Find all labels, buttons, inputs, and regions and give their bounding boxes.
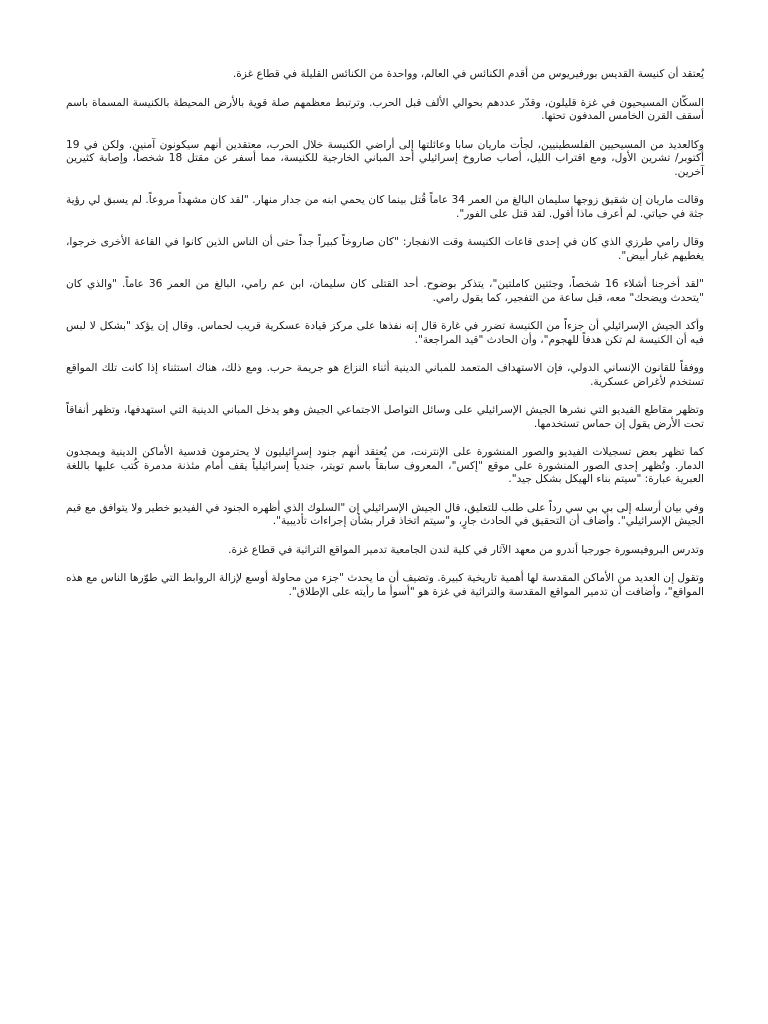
paragraph: ووفقاً للقانون الإنساني الدولي، فإن الاستهداف المتعمد للمباني الدينية أثناء النزاع هو جريمة حرب. ومع ذلك، هناك استثناء إذا كانت تلك المواقع تستخدم لأغراض عسكرية.: [66, 362, 704, 388]
paragraph: "لقد أخرجنا أشلاء 16 شخصاً، وجثتين كاملتين"، يتذكر بوضوح. أحد القتلى كان سليمان، ابن عم رامي، البالغ من العمر 36 عاماً. "والذي كان "يتحدث ويضحك" معه، قبل ساعة من التفجير، كما يقول رامي.: [66, 278, 705, 304]
paragraph: وقالت ماريان إن شقيق زوجها سليمان البالغ من العمر 34 عاماً قُتل بينما كان يحمي ابنه من جدار منهار. "لقد كان مشهداً مروعاً. لم يسبق لي رؤية جثة في حياتي. لم أعرف ماذا أقول. لقد قتل على الفور".: [66, 194, 704, 220]
paragraph: وفي بيان أرسله إلى بي بي سي رداً على طلب للتعليق، قال الجيش الإسرائيلي إن "السلوك الذي أظهره الجنود في الفيديو خطير ولا يتوافق مع قيم الجيش الإسرائيلي". وأضاف أن التحقيق في الحادث جارٍ، و"سيتم اتخاذ قرار بشأن إجراءات تأديبية".: [66, 501, 704, 527]
paragraph: وتقول إن العديد من الأماكن المقدسة لها أهمية تاريخية كبيرة. وتضيف أن ما يحدث "جزء من محاولة أوسع لإزالة الروابط التي طوّرها الناس مع هذه المواقع"، وأضافت أن تدمير المواقع المقدسة والتراثية في غزة هو "أسوأ ما رأيته على الإطلاق".: [66, 572, 704, 598]
paragraph: السكّان المسيحيون في غزة قليلون، وقدّر عددهم بحوالي الألف قبل الحرب. وترتبط معظمهم صلة قوية بالأرض المحيطة بالكنيسة المسماة باسم أسقف القرن الخامس المدفون تحتها.: [66, 96, 704, 122]
paragraph: وتدرس البروفيسورة جورجيا أندرو من معهد الآثار في كلية لندن الجامعية تدمير المواقع التراثية في قطاع غزة.: [228, 543, 704, 556]
paragraph: يُعتقد أن كنيسة القديس بورفيريوس من أقدم الكنائس في العالم، وواحدة من الكنائس القليلة في قطاع غزة.: [232, 68, 704, 80]
paragraph: وكالعديد من المسيحيين الفلسطينيين، لجأت ماريان سابا وعائلتها إلى أراضي الكنيسة خلال الحرب، معتقدين أنهم سيكونون آمنين. ولكن في 19 أكتوبر/ تشرين الأول، ومع اقتراب الليل، أصاب صاروخ إسرائيلي أحد المباني الخارجية للكنيسة، مما أسفر عن مقتل 18 شخصاً، وإصابة كثيرين آخرين.: [66, 138, 704, 178]
paragraph: وتظهر مقاطع الفيديو التي نشرها الجيش الإسرائيلي على وسائل التواصل الاجتماعي الجيش وهو يدخل المباني الدينية التي استهدفها، وتظهر أنفاقاً تحت الأرض يقول إن حماس تستخدمها.: [66, 404, 704, 430]
paragraph: وأكد الجيش الإسرائيلي أن جزءاً من الكنيسة تضرر في غارة قال إنه نفذها على مركز قيادة عسكرية قريب لحماس. وقال إن يؤكد "بشكل لا لبس فيه أن الكنيسة لم تكن هدفاً للهجوم"، وأن الحادث "قيد المراجعة".: [66, 320, 704, 346]
paragraph: وقال رامي طرزي الذي كان في إحدى قاعات الكنيسة وقت الانفجار: "كان صاروخاً كبيراً جداً حتى أن الناس الذين كانوا في القاعة الأخرى خرجوا، يغطيهم غبار أبيض".: [66, 236, 704, 262]
paragraph: كما تظهر بعض تسجيلات الفيديو والصور المنشورة على الإنترنت، من يُعتقد أنهم جنود إسرائيليون لا يحترمون قدسية الأماكن الدينية ويمجدون الدمار. وتُظهر إحدى الصور المنشورة على موقع "إكس"، المعروف سابقاً باسم تويتر، جندياً إسرائيلياً يقف أمام مئذنة مدمرة كُتب عليها باللغة العبرية عبارة: "سيتم بناء الهيكل بشكل جيد".: [66, 446, 704, 485]
article-body: [66, 68, 704, 614]
